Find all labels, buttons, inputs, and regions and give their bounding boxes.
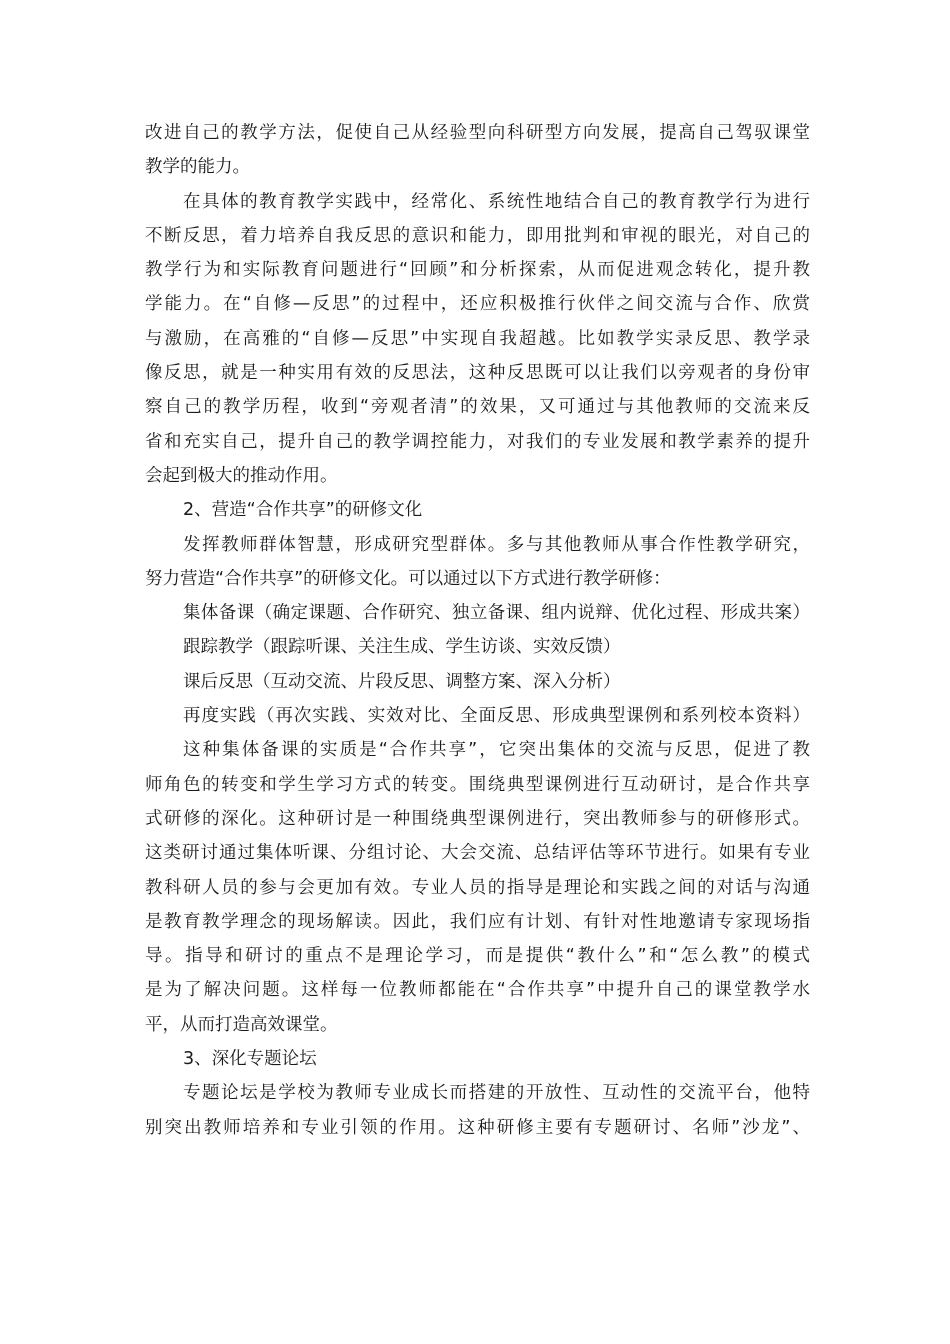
text-line: 教科研人员的参与会更加有效。专业人员的指导是理论和实践之间的对话与沟通 [145,877,810,898]
text-line: 是为了解决问题。这样每一位教师都能在“合作共享”中提升自己的课堂教学水 [145,980,810,1001]
list-item: 跟踪教学（跟踪听课、关注生成、学生访谈、实效反馈） [183,637,621,658]
text-line: 师角色的转变和学生学习方式的转变。围绕典型课例进行互动研讨，是合作共享 [145,774,810,795]
paragraph-start-line: 发挥教师群体智慧，形成研究型群体。多与其他教师从事合作性教学研究， [183,534,810,555]
text-line: 像反思，就是一种实用有效的反思法，这种反思既可以让我们以旁观者的身份审 [145,363,810,384]
document-page [145,116,810,1145]
text-line: 式研修的深化。这种研讨是一种围绕典型课例进行，突出教师参与的研修形式。 [145,808,810,829]
text-line: 不断反思，着力培养自我反思的意识和能力，即用批判和审视的眼光，对自己的 [145,225,810,246]
paragraph-start-line: 在具体的教育教学实践中，经常化、系统性地结合自己的教育教学行为进行 [183,191,810,212]
list-item: 集体备课（确定课题、合作研究、独立备课、组内说辩、优化过程、形成共案） [183,603,810,624]
text-line: 与激励，在高雅的“自修—反思”中实现自我超越。比如教学实录反思、教学录 [145,328,810,349]
paragraph-start-line: 这种集体备课的实质是“合作共享”，它突出集体的交流与反思，促进了教 [183,740,810,761]
text-line: 会起到极大的推动作用。 [145,465,338,486]
paragraph-start-line: 专题论坛是学校为教师专业成长而搭建的开放性、互动性的交流平台，他特 [183,1083,810,1104]
text-line: 导。指导和研讨的重点不是理论学习，而是提供“教什么”和“怎么教”的模式 [145,946,810,967]
text-line: 改进自己的教学方法，促使自己从经验型向科研型方向发展，提高自己驾驭课堂 [145,123,810,143]
section-heading: 3、深化专题论坛 [183,1049,317,1070]
text-line: 教学的能力。 [145,157,250,178]
text-line: 这类研讨通过集体听课、分组讨论、大会交流、总结评估等环节进行。如果有专业 [145,843,810,864]
text-line: 平，从而打造高效课堂。 [145,1014,338,1035]
text-line: 教学行为和实际教育问题进行“回顾”和分析探索，从而促进观念转化，提升教 [145,260,810,281]
list-item: 课后反思（互动交流、片段反思、调整方案、深入分析） [183,671,621,692]
text-line: 察自己的教学历程，收到“旁观者清”的效果，又可通过与其他教师的交流来反 [145,397,810,418]
text-line: 是教育教学理念的现场解读。因此，我们应有计划、有针对性地邀请专家现场指 [145,911,810,932]
text-line: 努力营造“合作共享”的研修文化。可以通过以下方式进行教学研修： [145,568,671,589]
section-heading: 2、营造“合作共享”的研修文化 [183,500,423,521]
text-line: 省和充实自己，提升自己的教学调控能力，对我们的专业发展和教学素养的提升 [145,431,810,452]
text-line: 学能力。在“自修—反思”的过程中，还应积极推行伙伴之间交流与合作、欣赏 [145,294,810,315]
text-line: 别突出教师培养和专业引领的作用。这种研修主要有专题研讨、名师”沙龙”、 [145,1117,810,1138]
list-item: 再度实践（再次实践、实效对比、全面反思、形成典型课例和系列校本资料） [183,706,810,727]
